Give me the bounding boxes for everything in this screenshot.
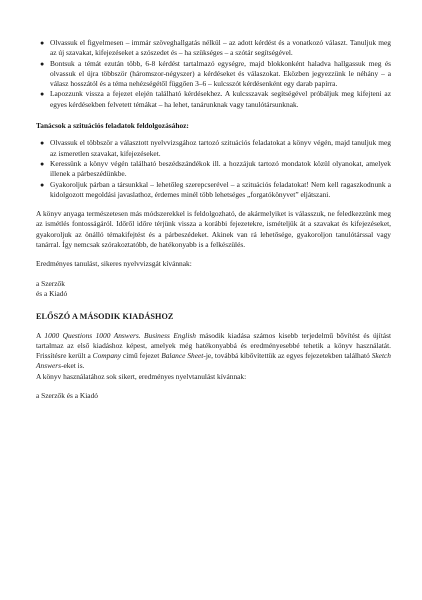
chapter-title: Company	[92, 351, 121, 361]
list-item-text: Bontsuk a témát ezután több, 6-8 kérdést tartalmazó egységre, majd blokkonként haladva hallgassuk meg és olvassuk el újra többször (háromszor-négyszer) a kérdéseket és válaszokat. Eközben jegyezzünk le néhány – a válasz hosszától és a téma nehézségétől függően 3–6 – kulcsszót kérdésenként egy darab papírra.	[50, 58, 391, 89]
bullet-icon: ●	[40, 90, 45, 99]
list-item-text: Lapozzunk vissza a fejezet elején található kérdésekhez. A kulcsszavak segítségével próbáljuk meg kifejteni az egyes kérdésekben felvetett témákat – ha lehet, tanárunknak vagy tanulótársunknak.	[50, 89, 391, 109]
tips-heading: Tanácsok a szituációs feladatok feldolgozásához:	[36, 121, 189, 131]
situational-tips-list	[36, 138, 391, 200]
method-paragraph: A könyv anyaga természetesen más módszerekkel is feldolgozható, de akármelyiket is válasszuk, ne feledkezzünk meg az ismétlés fontosságáról. Időről időre térjünk vissza a korábbi fejezetekre, ismételjük át a szavakat és kifejezéseket, gyakoroljuk az önálló témakifejtést és a párbeszédeket. Akinek van rá lehetősége, gyakoroljon tanulótárssal vagy tanárral. Így nemcsak szórakoztatóbb, de hatékonyabb is a felkészülés.	[36, 209, 391, 250]
list-item-text: Keressünk a könyv végén található beszédszándékok ill. a hozzájuk tartozó mondatok közül olyanokat, amelyek illenek a párbeszédünkbe.	[50, 158, 391, 179]
list-item	[36, 138, 391, 159]
list-item-text: Olvassuk el többször a választott nyelvvizsgához tartozó szituációs feladatokat a könyv végén, majd tanuljuk meg az ismeretlen szavakat, kifejezéseket.	[50, 138, 391, 158]
bullet-icon: ●	[40, 159, 45, 168]
closing-wish: Eredményes tanulást, sikeres nyelvvizsgát kívánnak:	[36, 259, 192, 269]
bullet-icon: ●	[40, 59, 45, 68]
list-item-text: Gyakoroljuk párban a társunkkal – lehetőleg szerepcserével – a szituációs feladatokat! Nem kell ragaszkodnunk a kidolgozott megoldási javaslathoz, érdemes minél több lehetséges „forgatókönyvet” eljátszani.	[50, 179, 391, 199]
list-item	[36, 180, 391, 201]
study-tips-list	[36, 38, 391, 110]
list-item	[36, 38, 391, 59]
bullet-icon: ●	[40, 39, 45, 47]
sketch-answers-title: Sketch Answers	[36, 351, 391, 371]
balance-sheet-title: Balance Sheet	[161, 351, 204, 361]
signature-line: és a Kiadó	[36, 288, 68, 298]
closing-wish: A könyv használatához sok sikert, eredményes nyelvtanulást kívánnak:	[36, 371, 247, 381]
bullet-icon: ●	[40, 180, 45, 189]
list-item-text: Olvassuk el figyelmesen – immár szöveghallgatás nélkül – az adott kérdést és a vonatkozó választ. Tanuljuk meg az új szavakat, kifejezéseket a szószedet és – ha szükséges – a szótár segítségével.	[50, 38, 391, 58]
section-title: ELŐSZÓ A MÁSODIK KIADÁSHOZ	[36, 312, 174, 322]
second-edition-paragraph: A 1000 Questions 1000 Answers. Business English második kiadása számos kisebb terjedelmű bővítést és újítást tartalmaz az első kiadáshoz képest, amelyek még hatékonyabbá és eredményesebbé tehetik a könyv használatát. Frissítésre került a Company című fejezet Balance Sheet-je, továbbá kibővítettük az egyes fejezetekben található Sketch Answers-eket is.	[36, 330, 392, 371]
list-item	[36, 59, 391, 90]
list-item	[36, 159, 391, 180]
list-item	[36, 89, 391, 110]
signature-line: a Szerzők és a Kiadó	[36, 391, 98, 401]
page-content	[36, 38, 391, 401]
book-title: 1000 Questions 1000 Answers. Business English	[44, 330, 196, 340]
bullet-icon: ●	[40, 139, 45, 148]
signature-line: a Szerzők	[36, 278, 65, 288]
